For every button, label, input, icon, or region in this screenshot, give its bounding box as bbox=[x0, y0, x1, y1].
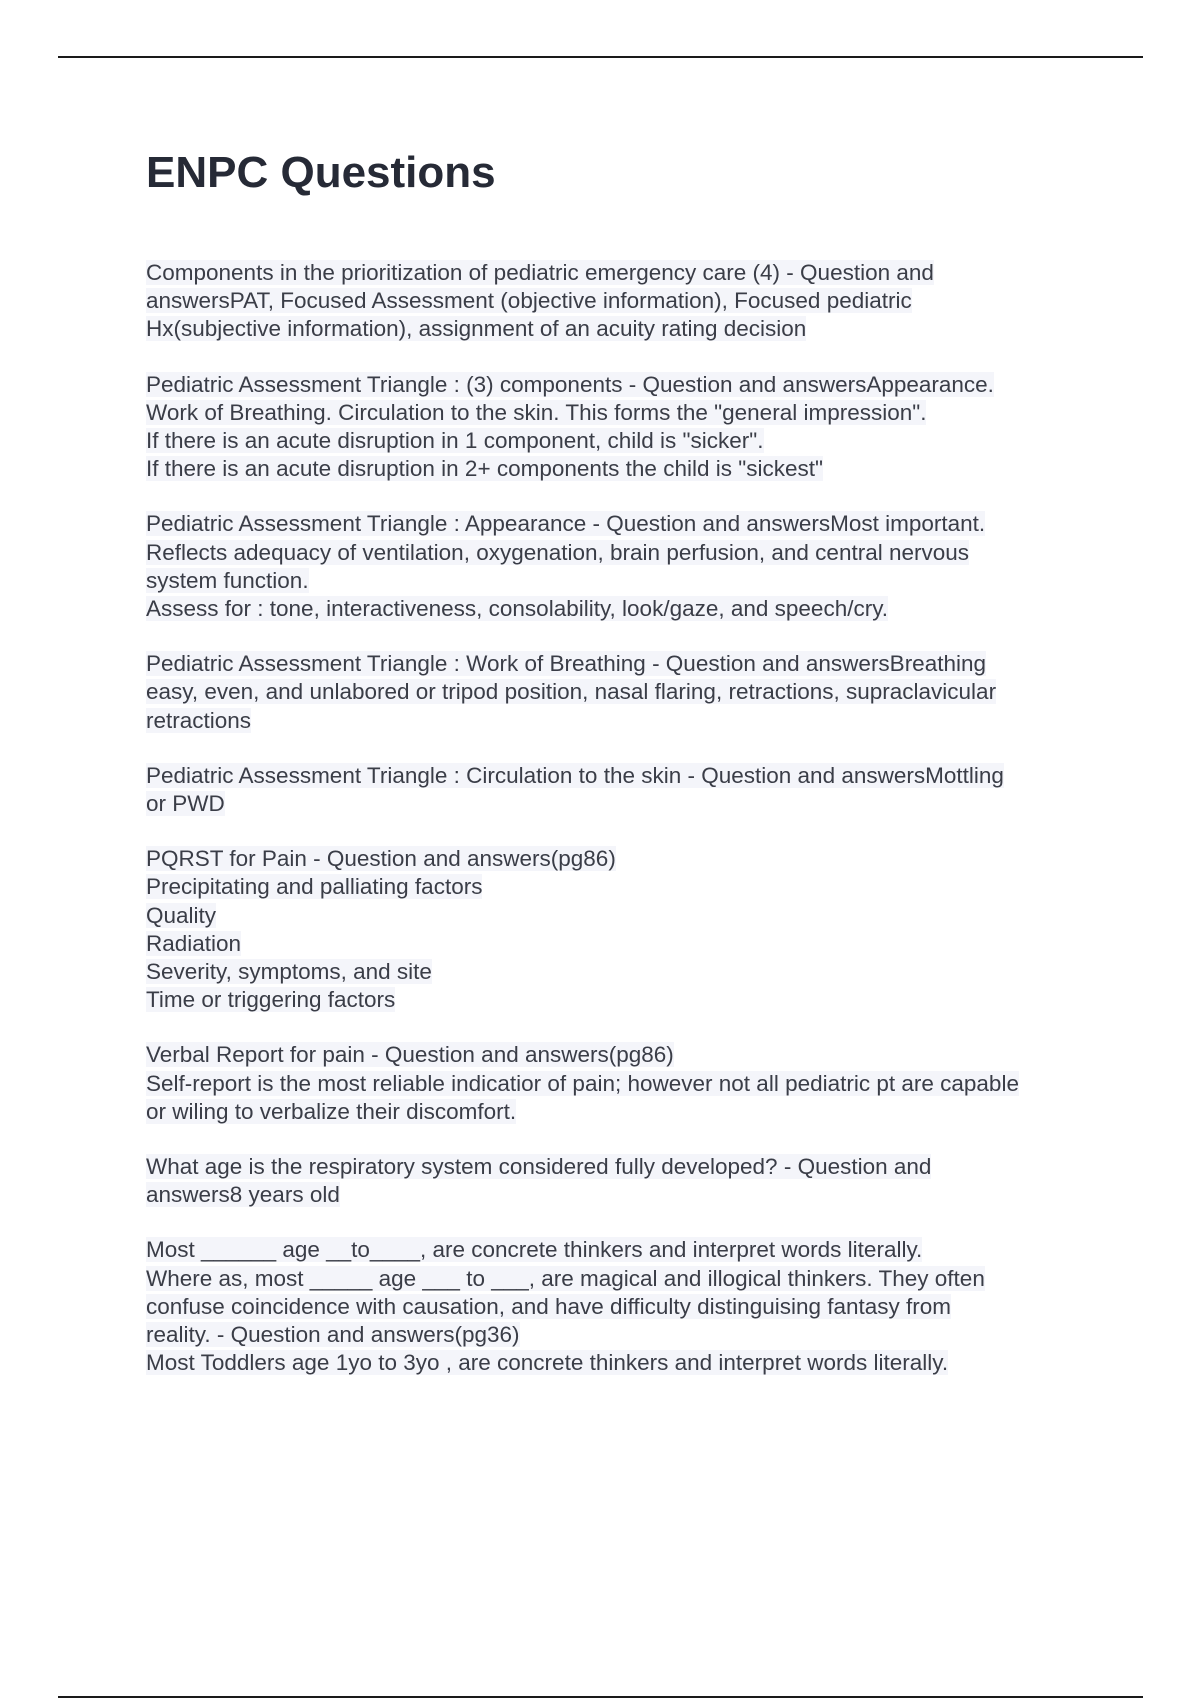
entry-line bbox=[146, 1181, 1106, 1209]
entry-text: confuse coincidence with causation, and have difficulty distinguising fantasy from bbox=[146, 1293, 952, 1319]
entry-line bbox=[146, 287, 1106, 315]
entry-text: reality. - Question and answers(pg36) bbox=[146, 1322, 520, 1348]
entry-line bbox=[146, 595, 1106, 623]
entry-line bbox=[146, 650, 1106, 678]
entry-line bbox=[146, 455, 1106, 483]
entry-text: What age is the respiratory system considered fully developed? - Question and bbox=[146, 1154, 932, 1180]
entry-line bbox=[146, 539, 1106, 567]
entry-text: Pediatric Assessment Triangle : Appearance - Question and answersMost important. bbox=[146, 511, 986, 537]
entry-text: or wiling to verbalize their discomfort. bbox=[146, 1098, 517, 1124]
entry-line bbox=[146, 371, 1106, 399]
entry-text: Most Toddlers age 1yo to 3yo , are concrete thinkers and interpret words literally. bbox=[146, 1350, 949, 1376]
entry-text: If there is an acute disruption in 1 component, child is "sicker". bbox=[146, 428, 764, 454]
entry-line bbox=[146, 1265, 1106, 1293]
entry-text: Where as, most _____ age ___ to ___, are magical and illogical thinkers. They often bbox=[146, 1265, 985, 1291]
entry-text: easy, even, and unlabored or tripod position, nasal flaring, retractions, supraclavicular bbox=[146, 679, 997, 705]
entry-line bbox=[146, 427, 1106, 455]
entry-text: Pediatric Assessment Triangle : Work of Breathing - Question and answersBreathing bbox=[146, 651, 987, 677]
entry-text: Severity, symptoms, and site bbox=[146, 959, 432, 985]
entry-text: system function. bbox=[146, 567, 309, 593]
entry-line bbox=[146, 1098, 1106, 1126]
question-entry bbox=[146, 650, 1106, 735]
entry-text: Quality bbox=[146, 902, 217, 928]
question-entry bbox=[146, 510, 1106, 623]
entry-line bbox=[146, 1153, 1106, 1181]
entry-line bbox=[146, 259, 1106, 287]
question-entry bbox=[146, 259, 1106, 344]
entry-text: PQRST for Pain - Question and answers(pg86) bbox=[146, 846, 616, 872]
question-entry bbox=[146, 371, 1106, 484]
question-list bbox=[146, 259, 1106, 1378]
page-title: ENPC Questions bbox=[146, 148, 496, 197]
entry-line bbox=[146, 958, 1106, 986]
entry-line bbox=[146, 1070, 1106, 1098]
entry-line bbox=[146, 873, 1106, 901]
entry-text: Verbal Report for pain - Question and answers(pg86) bbox=[146, 1042, 674, 1068]
entry-line bbox=[146, 1041, 1106, 1069]
question-entry bbox=[146, 1041, 1106, 1126]
entry-line bbox=[146, 1293, 1106, 1321]
entry-text: Hx(subjective information), assignment of an acuity rating decision bbox=[146, 316, 807, 342]
entry-line bbox=[146, 845, 1106, 873]
entry-text: Pediatric Assessment Triangle : Circulation to the skin - Question and answersMottling bbox=[146, 762, 1004, 788]
entry-line bbox=[146, 510, 1106, 538]
entry-text: If there is an acute disruption in 2+ components the child is "sickest" bbox=[146, 456, 823, 482]
entry-text: or PWD bbox=[146, 791, 225, 817]
entry-text: answers8 years old bbox=[146, 1182, 340, 1208]
bottom-rule bbox=[58, 1696, 1143, 1698]
entry-text: Work of Breathing. Circulation to the skin. This forms the "general impression". bbox=[146, 399, 927, 425]
entry-text: Self-report is the most reliable indicatior of pain; however not all pediatric pt are capable bbox=[146, 1070, 1019, 1096]
entry-text: retractions bbox=[146, 707, 252, 733]
entry-text: Most ______ age __to____, are concrete thinkers and interpret words literally. bbox=[146, 1237, 923, 1263]
entry-text: answersPAT, Focused Assessment (objective information), Focused pediatric bbox=[146, 288, 912, 314]
top-rule bbox=[58, 56, 1143, 58]
entry-line bbox=[146, 986, 1106, 1014]
entry-line bbox=[146, 1321, 1106, 1349]
entry-line bbox=[146, 399, 1106, 427]
entry-text: Components in the prioritization of pediatric emergency care (4) - Question and bbox=[146, 260, 934, 285]
entry-line bbox=[146, 315, 1106, 343]
entry-line bbox=[146, 567, 1106, 595]
question-entry bbox=[146, 762, 1106, 818]
entry-text: Assess for : tone, interactiveness, consolability, look/gaze, and speech/cry. bbox=[146, 596, 889, 622]
entry-line bbox=[146, 930, 1106, 958]
entry-line bbox=[146, 1349, 1106, 1377]
entry-line bbox=[146, 1236, 1106, 1264]
entry-text: Reflects adequacy of ventilation, oxygenation, brain perfusion, and central nervous bbox=[146, 539, 970, 565]
entry-text: Radiation bbox=[146, 930, 242, 956]
entry-line bbox=[146, 707, 1106, 735]
entry-text: Time or triggering factors bbox=[146, 987, 396, 1013]
entry-line bbox=[146, 678, 1106, 706]
question-entry bbox=[146, 845, 1106, 1014]
entry-line bbox=[146, 762, 1106, 790]
question-entry bbox=[146, 1153, 1106, 1209]
question-entry bbox=[146, 1236, 1106, 1377]
entry-text: Precipitating and palliating factors bbox=[146, 874, 483, 900]
entry-text: Pediatric Assessment Triangle : (3) components - Question and answersAppearance. bbox=[146, 371, 994, 397]
document-body bbox=[146, 140, 1106, 1405]
entry-line bbox=[146, 902, 1106, 930]
entry-line bbox=[146, 790, 1106, 818]
